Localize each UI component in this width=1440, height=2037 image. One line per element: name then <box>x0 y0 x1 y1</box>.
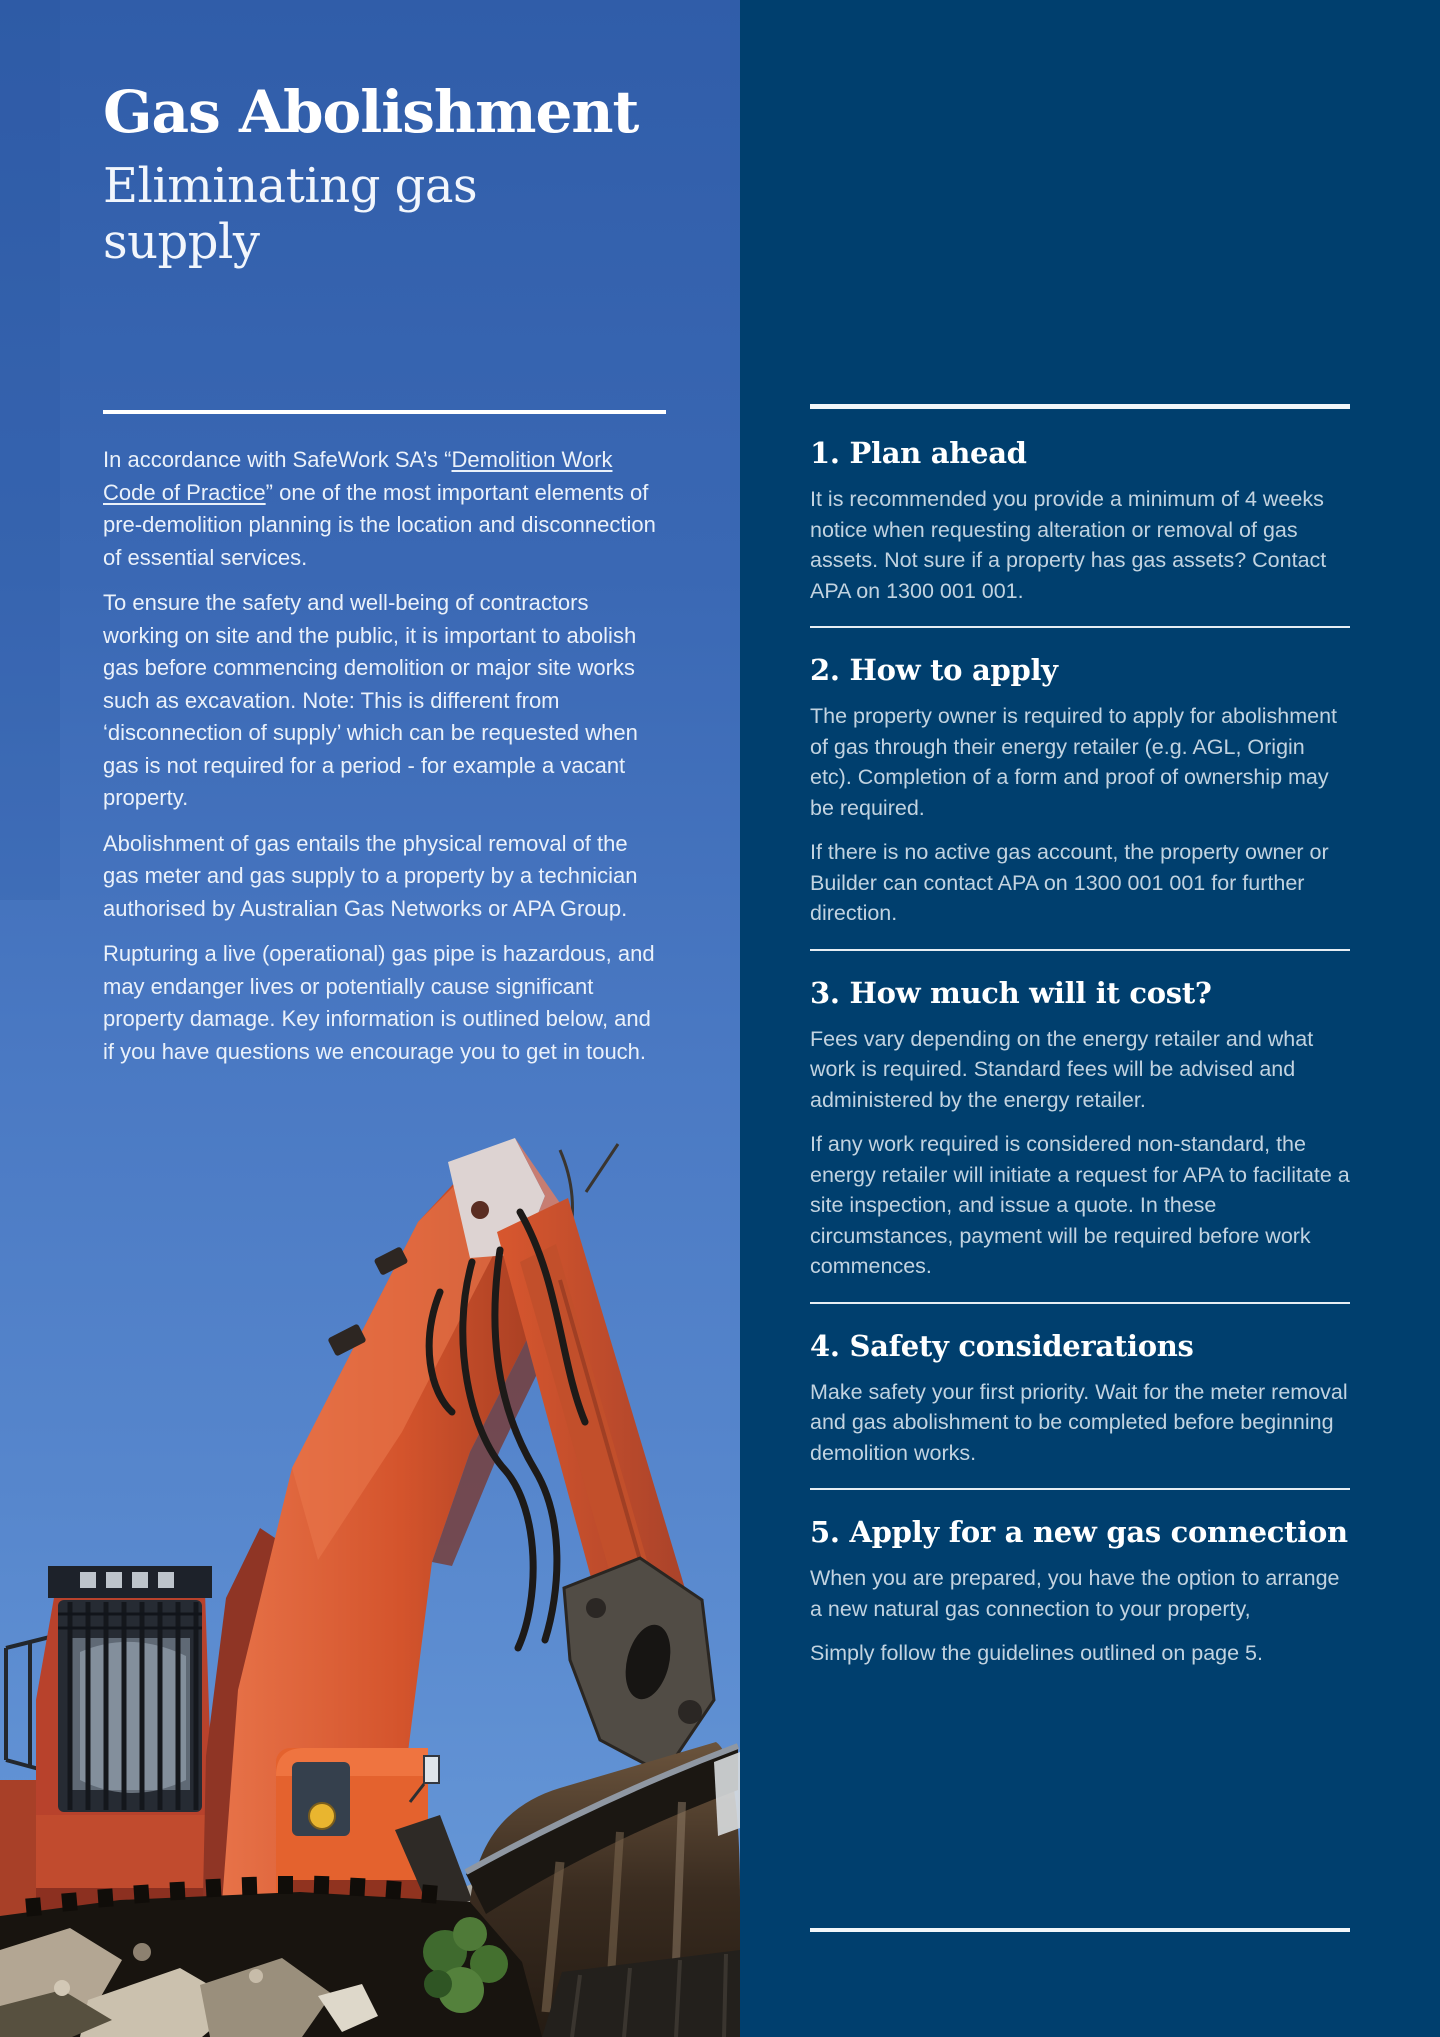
left-body-copy <box>103 444 665 1081</box>
section-rule <box>810 949 1350 951</box>
section-paragraph: When you are prepared, you have the option to arrange a new natural gas connection to your property, <box>810 1566 1340 1621</box>
section-heading: 5. Apply for a new gas connection <box>810 1515 1348 1549</box>
section-heading: 1. Plan ahead <box>810 436 1027 470</box>
intro-text-pre: In accordance with SafeWork SA’s “ <box>103 447 452 472</box>
body-paragraph: Rupturing a live (operational) gas pipe is hazardous, and may endanger lives or potentially cause significant property damage. Key information is outlined below, and if you have questions we encourage you to get in touch. <box>103 941 655 1064</box>
section-rule <box>810 626 1350 628</box>
section-paragraph: If there is no active gas account, the property owner or Builder can contact APA on 1300 001 001 for further direction. <box>810 840 1329 925</box>
section-rule <box>810 1488 1350 1490</box>
section-paragraph: It is recommended you provide a minimum of 4 weeks notice when requesting alteration or removal of gas assets. Not sure if a property has gas assets? Contact APA on 1300 001 001. <box>810 487 1327 603</box>
body-paragraph: Abolishment of gas entails the physical removal of the gas meter and gas supply to a property by a technician authorised by Australian Gas Networks or APA Group. <box>103 830 638 921</box>
section-heading: 2. How to apply <box>810 653 1058 687</box>
left-divider-rule <box>103 410 666 414</box>
section-paragraph: Simply follow the guidelines outlined on page 5. <box>810 1641 1263 1665</box>
body-paragraph: To ensure the safety and well-being of contractors working on site and the public, it is important to abolish gas before commencing demolition or major site works such as excavation. Note: This is different from ‘disconnection of supply’ which can be requested when gas is not required for a period - for example a vacant property. <box>103 590 638 810</box>
section-paragraph: The property owner is required to apply for abolishment of gas through their energy retailer (e.g. AGL, Origin etc). Completion of a form and proof of ownership may be required. <box>810 704 1338 820</box>
section-how-to-apply <box>810 652 1350 929</box>
page-subtitle: Eliminating gas supply <box>103 158 478 271</box>
section-rule <box>810 1302 1350 1304</box>
intro-text-post: ” one of the most important elements of pre-demolition planning is the location and disconnection of essential services. <box>103 479 656 570</box>
page-title: Gas Abolishment <box>103 78 639 146</box>
section-paragraph: If any work required is considered non-standard, the energy retailer will initiate a request for APA to facilitate a site inspection, and issue a quote. In these circumstances, payment will be required before work commences. <box>810 1132 1350 1278</box>
section-heading: 4. Safety considerations <box>810 1328 1194 1363</box>
section-plan-ahead <box>810 435 1350 606</box>
info-sections <box>810 404 1350 1683</box>
section-cost <box>810 975 1350 1282</box>
section-paragraph: Make safety your first priority. Wait for the meter removal and gas abolishment to be completed before beginning demolition works. <box>810 1379 1348 1465</box>
demolition-code-link[interactable]: Demolition Work Code of Practice <box>103 447 613 505</box>
section-paragraph: Fees vary depending on the energy retailer and what work is required. Standard fees will be advised and administered by the energy retailer. <box>810 1026 1314 1112</box>
section-rule-bottom <box>810 1928 1350 1932</box>
intro-paragraph <box>103 444 665 574</box>
section-rule-top <box>810 404 1350 409</box>
section-new-connection <box>810 1514 1350 1669</box>
section-heading: 3. How much will it cost? <box>810 975 1212 1010</box>
section-safety <box>810 1328 1350 1469</box>
info-panel <box>740 0 1440 2037</box>
